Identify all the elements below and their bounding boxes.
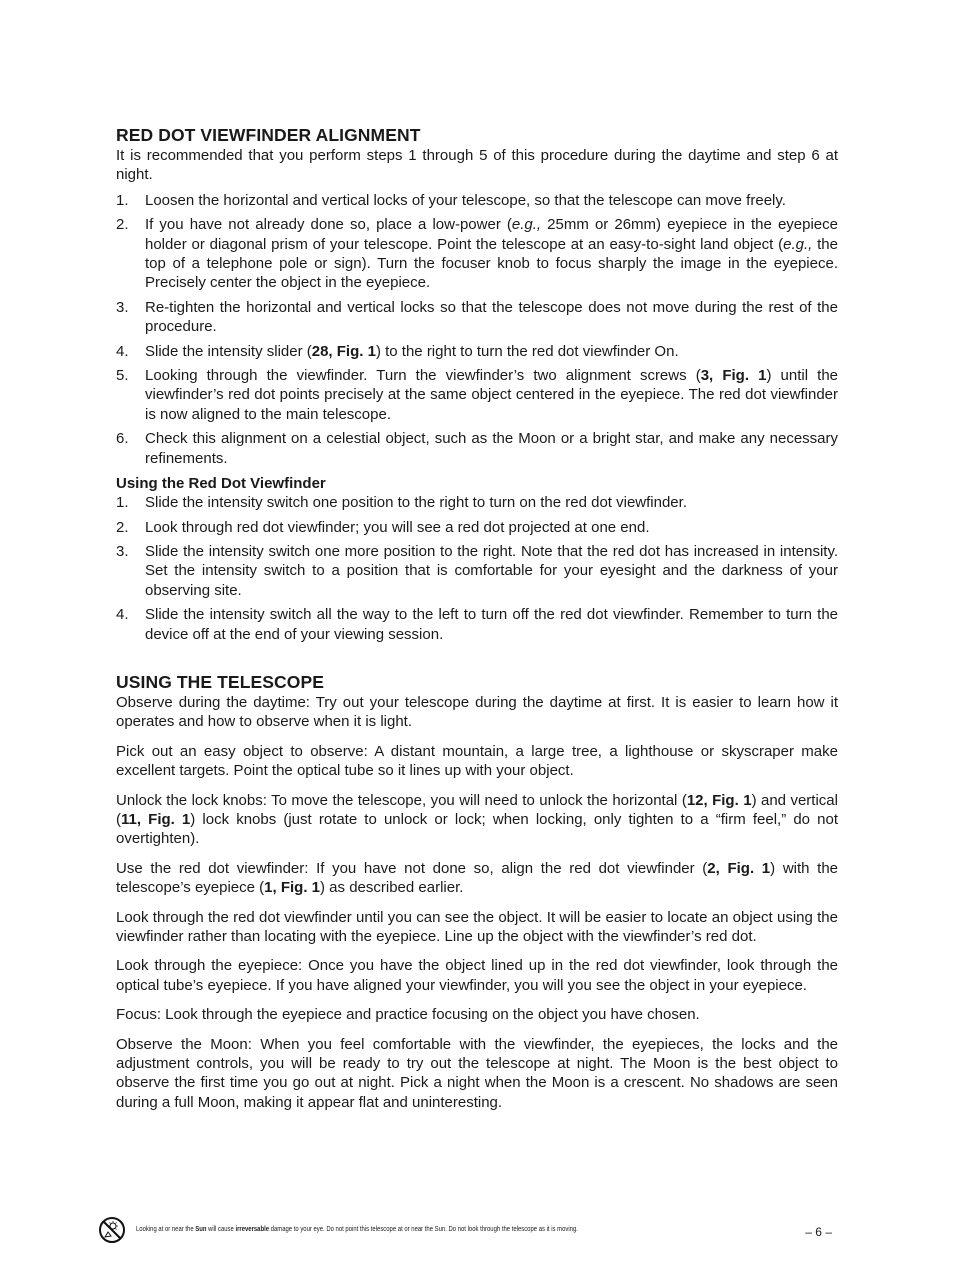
list-item: 5. Looking through the viewfinder. Turn the viewfinder’s two alignment screws (3, Fig. 1) until the viewfinder’s red dot points precisely at the same object centered in the eyepiece. The red dot viewfinder is now aligned to the main telescope. xyxy=(116,367,839,423)
section-title-alignment: RED DOT VIEWFINDER ALIGNMENT xyxy=(116,125,421,145)
list-item: 1. Loosen the horizontal and vertical locks of your telescope, so that the telescope can move freely. xyxy=(116,191,786,209)
paragraph-look-viewfinder: Look through the red dot viewfinder until you can see the object. It will be easier to locate an object using the viewfinder rather than locating with the eyepiece. Line up the object with the viewfinder’s red dot. xyxy=(116,908,838,945)
list-item: 3. Slide the intensity switch one more position to the right. Note that the red dot has increased in intensity. Set the intensity switch to a position that is comfortable for your eyesight and the darkness of your observing site. xyxy=(116,542,838,599)
paragraph-look-eyepiece: Look through the eyepiece: Once you have the object lined up in the red dot viewfinder, look through the optical tube’s eyepiece. If you have aligned your viewfinder, you will you see the object in your eyepiece. xyxy=(116,957,838,994)
list-item: 3. Re-tighten the horizontal and vertical locks so that the telescope does not move during the rest of the procedure. xyxy=(116,298,838,336)
using-viewfinder-steps xyxy=(116,493,838,644)
page-number: – 6 – xyxy=(805,1225,832,1239)
page-content xyxy=(116,124,838,1112)
paragraph-use-viewfinder: Use the red dot viewfinder: If you have not done so, align the red dot viewfinder (2, Fig. 1) with the telescope’s eyepiece (1, Fig. 1) as described earlier. xyxy=(116,859,839,897)
list-item: 4. Slide the intensity switch all the way to the left to turn off the red dot viewfinder. Remember to turn the device off at the end of your viewing session. xyxy=(116,606,838,643)
alignment-intro: It is recommended that you perform steps 1 through 5 of this procedure during the daytime and step 6 at night. xyxy=(116,147,838,184)
list-item: 2. If you have not already done so, place a low-power (e.g., 25mm or 26mm) eyepiece in the eyepiece holder or diagonal prism of your telescope. Point the telescope at an easy-to-sight land object (e.g., the top of a telephone pole or sign). Turn the focuser knob to focus sharply the image in the eyepiece. Precisely center the object in the eyepiece. xyxy=(116,216,838,292)
paragraph-focus: Focus: Look through the eyepiece and practice focusing on the object you have chosen. xyxy=(116,1006,700,1024)
paragraph-unlock-knobs: Unlock the lock knobs: To move the telescope, you will need to unlock the horizontal (12, Fig. 1) and vertical (11, Fig. 1) lock knobs (just rotate to unlock or lock; when locking, only tighten to a “firm feel,” do not overtighten). xyxy=(116,791,838,848)
alignment-steps xyxy=(116,191,838,468)
paragraph-pick-object: Pick out an easy object to observe: A distant mountain, a large tree, a lighthouse or skyscraper make excellent targets. Point the optical tube so it lines up with your object. xyxy=(116,742,838,780)
list-item: 2. Look through red dot viewfinder; you will see a red dot projected at one end. xyxy=(116,518,650,536)
list-item: 6. Check this alignment on a celestial object, such as the Moon or a bright star, and make any necessary refinements. xyxy=(116,430,838,467)
section-title-using-telescope: USING THE TELESCOPE xyxy=(116,671,325,692)
subheading-using-viewfinder: Using the Red Dot Viewfinder xyxy=(116,475,326,493)
sun-warning-text: Looking at or near the Sun will cause irreversable damage to your eye. Do not point this telescope at or near the Sun. Do not look through the telescope as it is moving. xyxy=(136,1224,578,1233)
list-item: 1. Slide the intensity switch one position to the right to turn on the red dot viewfinder. xyxy=(116,494,687,512)
no-sun-warning-icon xyxy=(98,1216,126,1244)
page-footer xyxy=(98,1216,838,1246)
paragraph-observe-moon: Observe the Moon: When you feel comfortable with the viewfinder, the eyepieces, the locks and the adjustment controls, you will be ready to try out the telescope at night. The Moon is the best object to observe the first time you go out at night. Pick a night when the Moon is a crescent. No shadows are seen during a full Moon, making it appear flat and uninteresting. xyxy=(116,1035,838,1111)
list-item: 4. Slide the intensity slider (28, Fig. 1) to the right to turn the red dot viewfinder On. xyxy=(116,342,679,360)
paragraph-daytime: Observe during the daytime: Try out your telescope during the daytime at first. It is easier to learn how it operates and how to observe when it is light. xyxy=(116,693,838,731)
